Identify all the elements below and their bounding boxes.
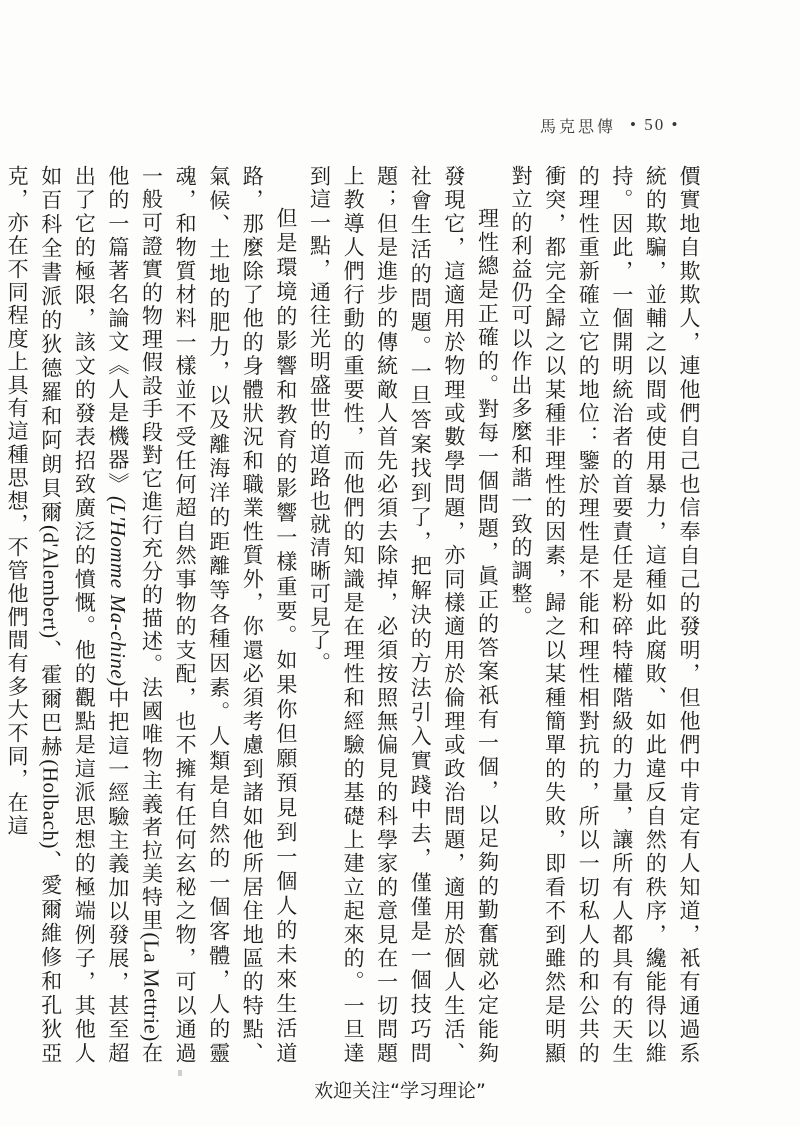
paragraph-continuation: 價實地自欺欺人，連他們自己也信奉自己的發明，但他們中肯定有人知道，衹有通過系統的欺騙，並輔之以間或使用暴力，這種如此腐敗、如此違反自然的秩序，纔能得以維持。因此，一個開明統治者的首要責任是粉碎特權階級的力量，讓所有人都具有的天生的理性重新確立它的地位：鑒於理性是不能和理性相對抗的，所以一切私人的和公共的衝突，都完全歸之以某種非理性的因素，歸之以某種簡單的失敗，即看不到雖然是明顯對立的利益仍可以作出多麼和諧一致的調整。 — [509, 165, 701, 1065]
running-header — [540, 114, 720, 136]
vertical-body-text — [5, 165, 705, 1066]
paragraph-environment — [0, 165, 302, 1065]
page-number: • 50 • — [630, 115, 680, 134]
latin-title-lhomme-machine: (L'Homme Ma-chine) — [105, 496, 130, 687]
book-title: 馬克思傳 — [540, 116, 617, 136]
paragraph-text: 在他的一篇著名論文《人是機器》 — [105, 165, 164, 1066]
paragraph-text: 但是環境的影響和教育的影響一樣重要。如果你但願預見到一個人的未來生活道路，那麼除了他的身體狀況和職業性質外，你還必須考慮到諸如他所居住地區的特點、氣候、土地的肥力，以及離海洋的距離等各種因素。人類是自然的一個客體，人的靈魂，和物質材料一樣並不受任何超自然事物的支配，也不擁有任何玄秘之物，可以通過一般可證實的物理假設手段對它進行充分的描述。法國唯物主義者拉美特里 — [139, 165, 298, 1065]
footer-watermark-note: 欢迎关注“学习理论” — [314, 1080, 486, 1102]
latin-name-dalembert: (d'Alembert) — [38, 524, 63, 639]
latin-name-holbach: (Holbach) — [38, 759, 63, 849]
latin-name-la-mettrie: (La Mettrie) — [139, 932, 164, 1042]
paragraph-text: 、霍爾巴赫 — [38, 638, 63, 760]
paragraph-reason: 理性總是正確的。對每一個問題，眞正的答案祇有一個，以足夠的勤奮就必定能夠發現它，這適用於物理或數學問題，亦同樣適用於倫理或政治問題，適用於個人生活、社會生活的問題。一旦答案找到了，把解決的方法引入實踐中去，僅僅是一個技巧問題；但是進步的傳統敵人首先必須去除掉，必須按照無偏見的科學家的意見在一切問題上教導人們行動的重要性，而他們的知識是在理性和經驗的基礎上建立起來的。一旦達到這一點，通往光明盛世的道路也就清晰可見了。 — [307, 165, 500, 1065]
paragraph-text: 中把這一經驗主義加以發展，甚至超出了它的極限，該文的發表招致廣泛的憤慨。他的觀點是這派思想的極端例子，其他人如百科全書派的狄德羅和阿朗貝爾 — [38, 165, 130, 1065]
paragraph-text: 、愛爾維修和孔狄亞克，亦在不同程度上具有這種思想，不管他們間有多大不同，在這 — [5, 165, 63, 1065]
